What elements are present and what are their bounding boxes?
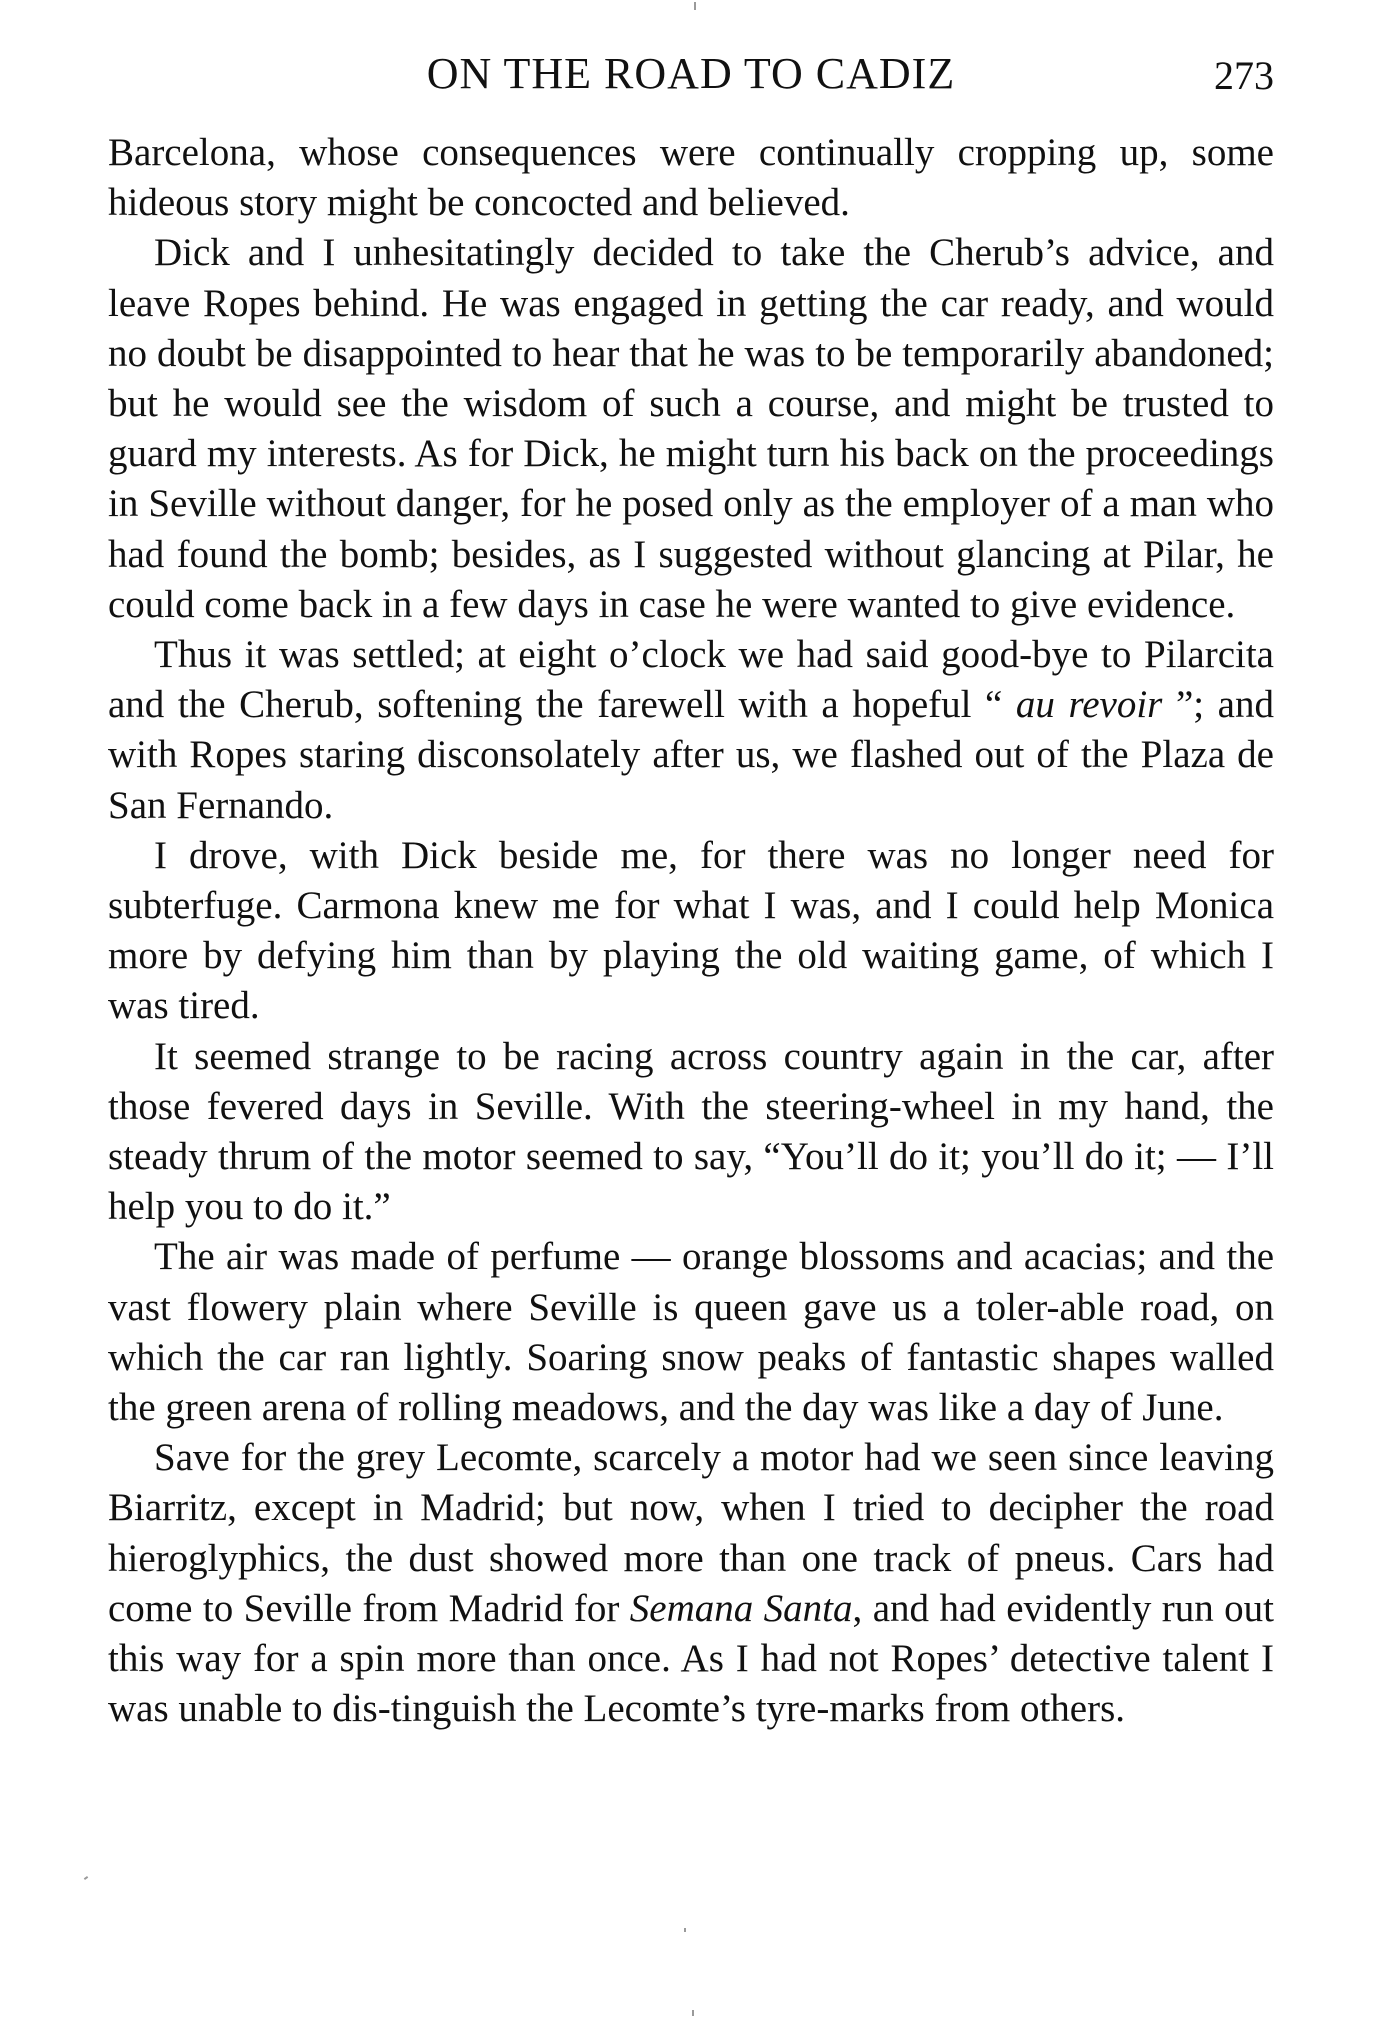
text-run: Save for the grey Lecomte, scarcely a motor had we seen since leaving Biarritz, except in Madrid; but now, when I tried to decipher the road hieroglyphics, the dust showed more than one track of pneus. Cars had come to Seville from Madrid for <box>108 1436 1274 1630</box>
italic-text-run: Semana Santa <box>629 1586 853 1630</box>
running-title: ON THE ROAD TO CADIZ <box>426 49 956 98</box>
scan-speck <box>692 2010 694 2016</box>
paragraph-decision <box>108 228 1274 630</box>
scan-speck <box>84 1876 88 1880</box>
paragraph-tracks <box>108 1433 1274 1734</box>
scan-speck <box>684 1928 686 1932</box>
text-run: The air was made of perfume — orange blossoms and acacias; and the vast flowery plain where Seville is queen gave us a toler-able road, on which the car ran lightly. Soaring snow peaks of fantastic shapes walled the green arena of rolling meadows, and the day was like a day of June. <box>108 1235 1274 1430</box>
text-run: Thus it was settled; at eight o’clock we had said good-bye to Pilarcita and the Cherub, softening the farewell with a hopeful “ <box>108 633 1274 727</box>
text-run: Dick and I unhesitatingly decided to take the Cherub’s advice, and leave Ropes behind. He was engaged in getting the car ready, and would no doubt be disappointed to hear that he was to be temporarily abandoned; but he would see the wisdom of such a course, and might be trusted to guard my interests. As for Dick, he might turn his back on the proceedings in Seville without danger, for he posed only as the employer of a man who had found the bomb; besides, as I suggested without glancing at Pilar, he could come back in a few days in case he were wanted to give evidence. <box>108 231 1274 626</box>
page-header <box>108 44 1274 104</box>
text-run: Barcelona, whose consequences were continually cropping up, some hideous story might be concocted and believed. <box>108 131 1274 225</box>
paragraph-departure <box>108 630 1274 831</box>
italic-text-run: au revoir <box>1015 683 1163 727</box>
text-run: ”; and with Ropes staring disconsolately after us, we flashed out of the Plaza de San Fernando. <box>108 683 1274 827</box>
paragraph-continued <box>108 128 1274 228</box>
text-run: , and had evidently run out this way for a spin more than once. As I had not Ropes’ detective talent I was unable to dis-tinguish the Lecomte’s tyre-marks from others. <box>108 1586 1274 1731</box>
paragraph-landscape <box>108 1232 1274 1433</box>
body-text <box>108 128 1274 1735</box>
paragraph-driving <box>108 831 1274 1032</box>
text-run: I drove, with Dick beside me, for there was no longer need for subterfuge. Carmona knew me for what I was, and I could help Monica more by defying him than by playing the old waiting game, of which I was tired. <box>108 833 1274 1028</box>
scan-speck <box>694 2 696 10</box>
paragraph-racing <box>108 1032 1274 1233</box>
page-number: 273 <box>1214 53 1274 98</box>
text-run: It seemed strange to be racing across country again in the car, after those fevered days in Seville. With the steering-wheel in my hand, the steady thrum of the motor seemed to say, “You’ll do it; you’ll do it; — I’ll help you to do it.” <box>108 1034 1274 1229</box>
